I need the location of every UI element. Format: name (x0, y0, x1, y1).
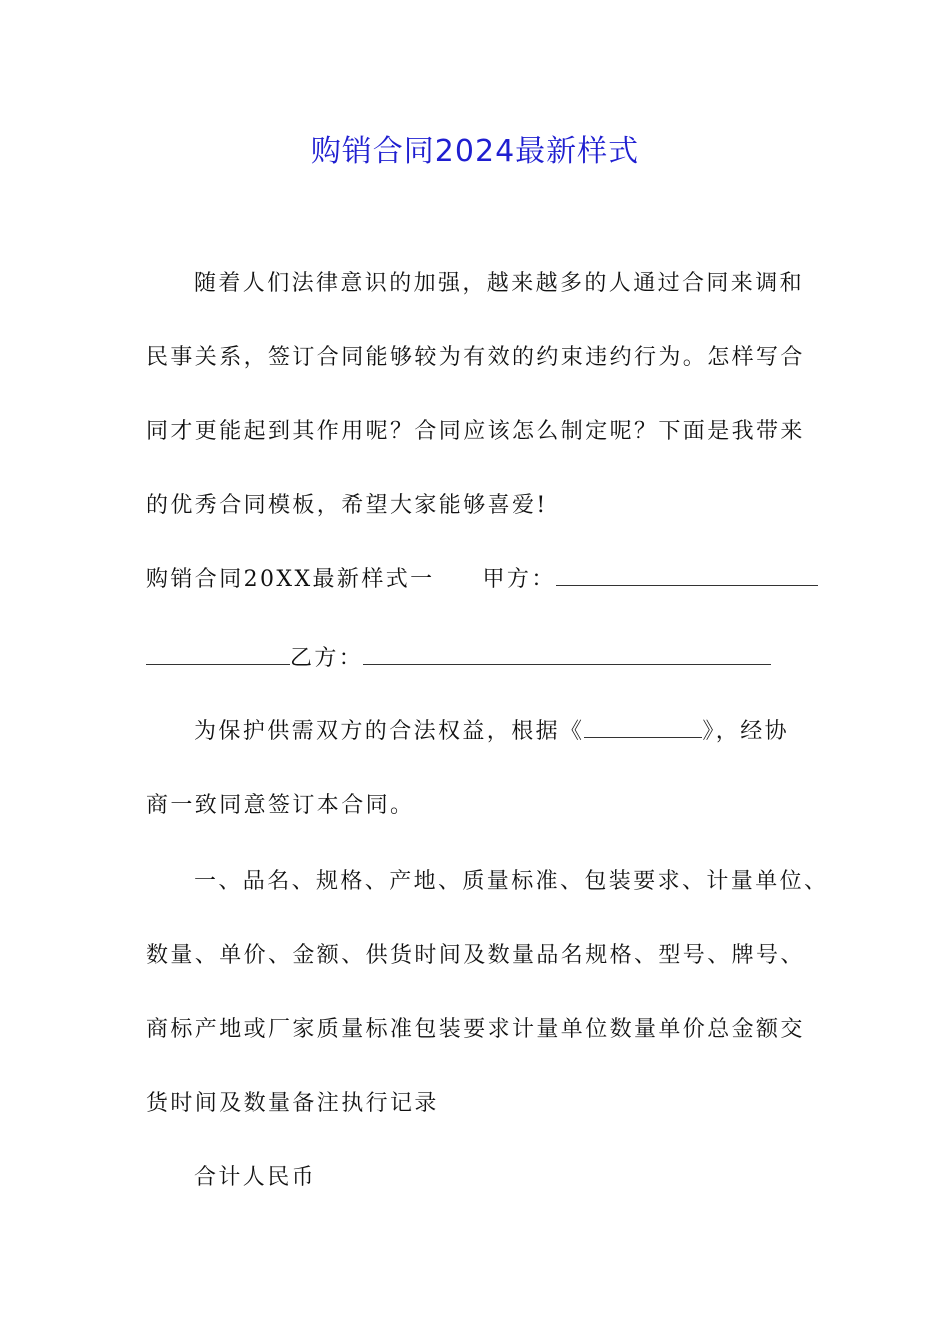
party-b-label: 乙方： (290, 646, 364, 671)
purpose-prefix: 为保护供需双方的合法权益，根据《 (194, 719, 585, 744)
section-heading-row (146, 562, 826, 598)
purpose-line-1 (194, 714, 874, 750)
party-b-blank (363, 646, 771, 665)
party-b-row (146, 641, 826, 677)
intro-line-2: 民事关系，签订合同能够较为有效的约束违约行为。怎样写合 (146, 345, 805, 370)
document-title: 购销合同2024最新样式 (310, 134, 640, 169)
total-label: 合计人民币 (194, 1165, 317, 1190)
party-a-blank-continued (146, 646, 290, 665)
intro-line-1: 随着人们法律意识的加强，越来越多的人通过合同来调和 (194, 271, 805, 296)
clause-one-line-1: 一、品名、规格、产地、质量标准、包装要求、计量单位、 (194, 869, 829, 894)
intro-line-3: 同才更能起到其作用呢？合同应该怎么制定呢？下面是我带来 (146, 419, 805, 444)
section-heading: 购销合同20XX最新样式一 (146, 567, 435, 592)
party-a-blank (556, 567, 818, 586)
purpose-line-2: 商一致同意签订本合同。 (146, 793, 415, 818)
law-name-blank (584, 719, 702, 738)
intro-line-4: 的优秀合同模板，希望大家能够喜爱! (146, 493, 548, 518)
clause-one-line-3: 商标产地或厂家质量标准包装要求计量单位数量单价总金额交 (146, 1017, 805, 1042)
clause-one-line-4: 货时间及数量备注执行记录 (146, 1091, 439, 1116)
purpose-suffix: 》，经协 (702, 719, 790, 744)
clause-one-line-2: 数量、单价、金额、供货时间及数量品名规格、型号、牌号、 (146, 943, 805, 968)
party-a-label: 甲方： (482, 567, 556, 592)
